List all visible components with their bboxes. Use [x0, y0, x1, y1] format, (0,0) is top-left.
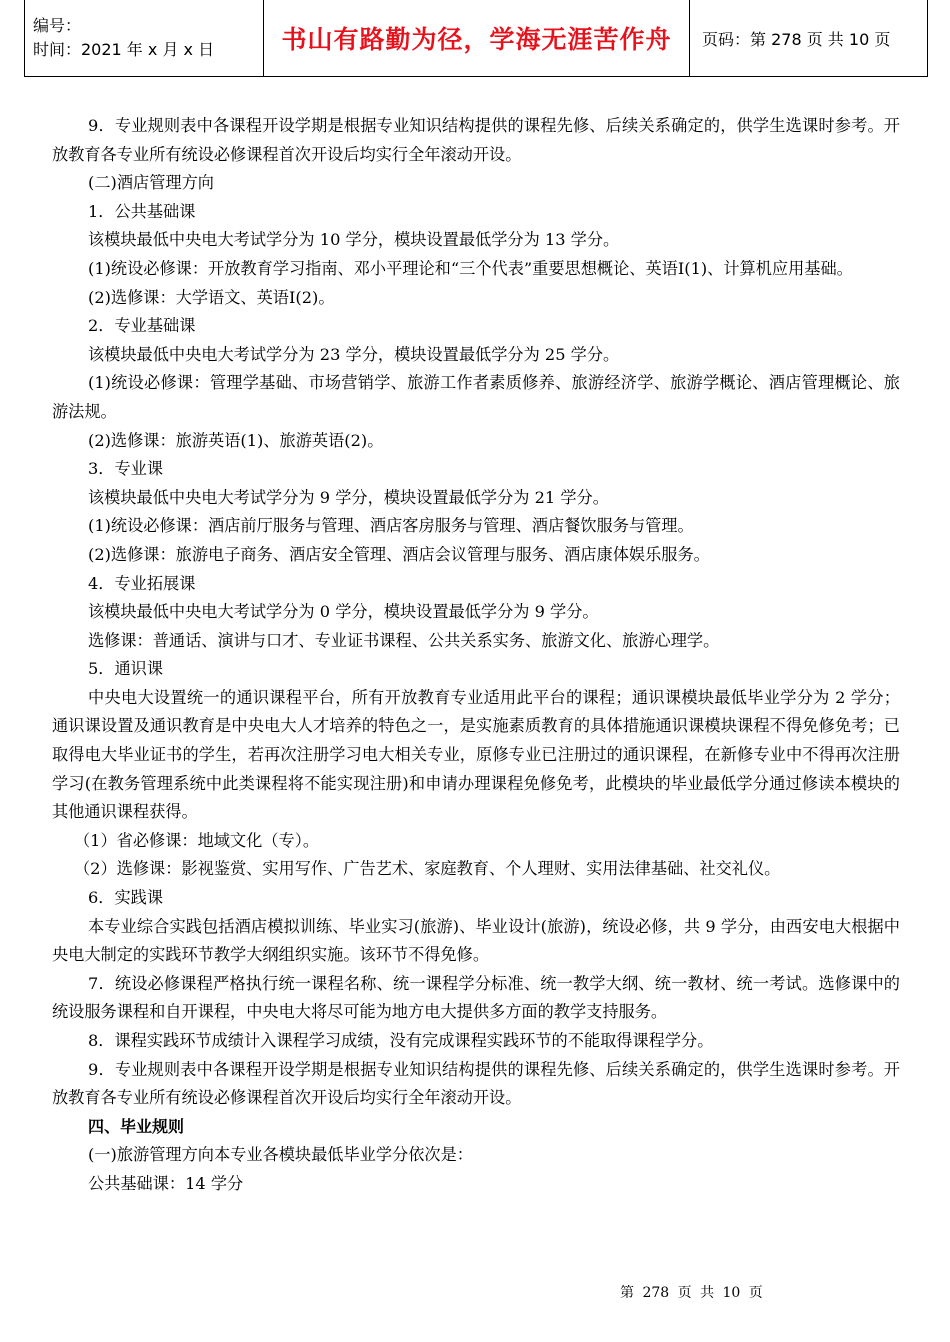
paragraph: （2）选修课：影视鉴赏、实用写作、广告艺术、家庭教育、个人理财、实用法律基础、社交礼仪。	[74, 859, 781, 879]
paragraph: 该模块最低中央电大考试学分为 23 学分，模块设置最低学分为 25 学分。	[88, 344, 620, 364]
paragraph: (1)统设必修课：酒店前厅服务与管理、酒店客房服务与管理、酒店餐饮服务与管理。	[88, 516, 694, 536]
paragraph: 选修课：普通话、演讲与口才、专业证书课程、公共关系实务、旅游文化、旅游心理学。	[88, 630, 720, 650]
paragraph: 3．专业课	[88, 459, 164, 479]
paragraph: 公共基础课：14 学分	[88, 1173, 244, 1193]
paragraph: 7．统设必修课程严格执行统一课程名称、统一课程学分标准、统一教学大纲、统一教材、统一考试。选修课中的统设服务课程和自开课程，中央电大将尽可能为地方电大提供多方面的教学支持服务。	[52, 973, 900, 1022]
paragraph: 该模块最低中央电大考试学分为 10 学分，模块设置最低学分为 13 学分。	[88, 230, 620, 250]
time-label: 时间：2021 年 x 月 x 日	[33, 40, 215, 59]
paragraph: (一)旅游管理方向本专业各模块最低毕业学分依次是：	[88, 1145, 473, 1165]
header-motto: 书山有路勤为径，学海无涯苦作舟	[264, 0, 690, 76]
paragraph: 9．专业规则表中各课程开设学期是根据专业知识结构提供的课程先修、后续关系确定的，供学生选课时参考。开放教育各专业所有统设必修课程首次开设后均实行全年滚动开设。	[52, 1059, 900, 1108]
paragraph: （1）省必修课：地域文化（专）。	[74, 830, 320, 850]
paragraph: (2)选修课：大学语文、英语Ⅰ(2)。	[88, 287, 335, 307]
page-header	[24, 0, 928, 77]
page-footer: 第 278 页 共 10 页	[620, 1285, 763, 1301]
paragraph: (2)选修课：旅游电子商务、酒店安全管理、酒店会议管理与服务、酒店康体娱乐服务。	[88, 544, 710, 564]
header-page-label: 页码：第 278 页 共 10 页	[702, 29, 891, 49]
paragraph: 1．公共基础课	[88, 201, 196, 221]
paragraph: 4．专业拓展课	[88, 573, 196, 593]
paragraph: 中央电大设置统一的通识课程平台，所有开放教育专业适用此平台的课程；通识课模块最低毕业学分为 2 学分；通识课设置及通识教育是中央电大人才培养的特色之一，是实施素质教育的具体措施通识课模块课程不得免修免考；已取得电大毕业证书的学生，若再次注册学习电大相关专业，原修专业已注册过的通识课程，在新修专业中不得再次注册学习(在教务管理系统中此类课程将不能实现注册)和申请办理课程免修免考，此模块的毕业最低学分通过修读本模块的其他通识课程获得。	[52, 687, 900, 822]
document-body	[52, 112, 900, 1199]
paragraph: 6．实践课	[88, 888, 164, 908]
paragraph: 该模块最低中央电大考试学分为 0 学分，模块设置最低学分为 9 学分。	[88, 602, 599, 622]
paragraph: 8．课程实践环节成绩计入课程学习成绩，没有完成课程实践环节的不能取得课程学分。	[88, 1031, 714, 1050]
paragraph: (二)酒店管理方向	[88, 173, 214, 193]
header-meta	[25, 0, 264, 76]
paragraph: 该模块最低中央电大考试学分为 9 学分，模块设置最低学分为 21 学分。	[88, 487, 609, 507]
serial-label: 编号：	[33, 16, 82, 35]
paragraph: (1)统设必修课：管理学基础、市场营销学、旅游工作者素质修养、旅游经济学、旅游学概论、酒店管理概论、旅游法规。	[52, 373, 900, 421]
paragraph: 5．通识课	[88, 659, 164, 679]
paragraph: (1)统设必修课：开放教育学习指南、邓小平理论和“三个代表”重要思想概论、英语Ⅰ(1)、计算机应用基础。	[88, 258, 853, 278]
paragraph: 本专业综合实践包括酒店模拟训练、毕业实习(旅游)、毕业设计(旅游)，统设必修，共 9 学分，由西安电大根据中央电大制定的实践环节教学大纲组织实施。该环节不得免修。	[52, 916, 900, 965]
paragraph: 2．专业基础课	[88, 316, 196, 336]
paragraph: (2)选修课：旅游英语(1)、旅游英语(2)。	[88, 430, 384, 450]
section-heading: 四、毕业规则	[88, 1116, 185, 1136]
paragraph: 9．专业规则表中各课程开设学期是根据专业知识结构提供的课程先修、后续关系确定的，供学生选课时参考。开放教育各专业所有统设必修课程首次开设后均实行全年滚动开设。	[52, 116, 900, 164]
